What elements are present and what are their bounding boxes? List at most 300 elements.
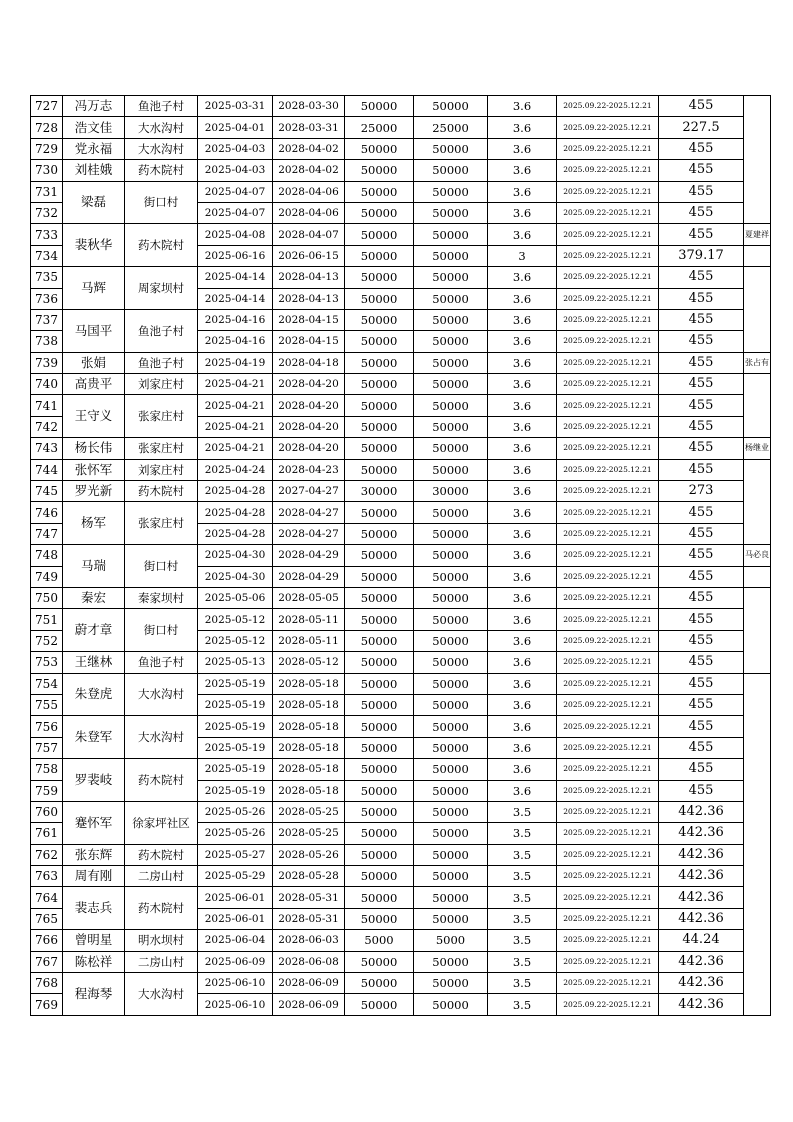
interest-rate: 3.6 (488, 587, 557, 608)
loan-amount: 50000 (345, 224, 414, 245)
interest-rate: 3.6 (488, 502, 557, 523)
loan-amount: 50000 (345, 202, 414, 223)
interest-rate: 3.6 (488, 566, 557, 587)
loan-start-date: 2025-05-19 (198, 694, 273, 715)
table-row (31, 160, 771, 181)
loan-start-date: 2025-06-01 (198, 908, 273, 929)
loan-end-date: 2028-05-18 (273, 694, 345, 715)
row-number: 756 (31, 716, 63, 737)
table-row (31, 609, 771, 630)
village-name: 鱼池子村 (125, 652, 198, 673)
note-cell (744, 96, 771, 224)
interest-period: 2025.09.22-2025.12.21 (557, 908, 659, 929)
loan-end-date: 2028-05-31 (273, 887, 345, 908)
table-row (31, 267, 771, 288)
loan-amount: 50000 (345, 973, 414, 994)
borrower-name: 朱登军 (63, 716, 125, 759)
loan-amount: 50000 (345, 609, 414, 630)
row-number: 731 (31, 181, 63, 202)
village-name: 张家庄村 (125, 438, 198, 459)
village-name: 大水沟村 (125, 117, 198, 138)
interest-rate: 3.5 (488, 908, 557, 929)
loan-balance: 50000 (414, 138, 488, 159)
row-number: 746 (31, 502, 63, 523)
interest-rate: 3.6 (488, 652, 557, 673)
loan-amount: 50000 (345, 844, 414, 865)
table-row (31, 459, 771, 480)
loan-end-date: 2028-04-06 (273, 181, 345, 202)
row-number: 767 (31, 951, 63, 972)
borrower-name: 党永福 (63, 138, 125, 159)
interest-amount: 442.36 (659, 823, 744, 844)
loan-end-date: 2028-04-29 (273, 545, 345, 566)
interest-rate: 3.6 (488, 395, 557, 416)
loan-end-date: 2027-04-27 (273, 481, 345, 502)
loan-amount: 50000 (345, 523, 414, 544)
interest-period: 2025.09.22-2025.12.21 (557, 96, 659, 117)
interest-rate: 3.5 (488, 844, 557, 865)
interest-amount: 455 (659, 694, 744, 715)
table-row (31, 930, 771, 951)
interest-period: 2025.09.22-2025.12.21 (557, 331, 659, 352)
loan-balance: 50000 (414, 395, 488, 416)
interest-period: 2025.09.22-2025.12.21 (557, 887, 659, 908)
borrower-name: 马国平 (63, 309, 125, 352)
table-row (31, 374, 771, 395)
borrower-name: 冯万志 (63, 96, 125, 117)
borrower-name: 朱登虎 (63, 673, 125, 716)
loan-end-date: 2028-04-23 (273, 459, 345, 480)
table-body (31, 96, 771, 1016)
row-number: 752 (31, 630, 63, 651)
village-name: 大水沟村 (125, 973, 198, 1016)
loan-start-date: 2025-04-16 (198, 331, 273, 352)
loan-start-date: 2025-04-21 (198, 438, 273, 459)
loan-balance: 5000 (414, 930, 488, 951)
row-number: 748 (31, 545, 63, 566)
loan-start-date: 2025-04-28 (198, 481, 273, 502)
loan-balance: 50000 (414, 267, 488, 288)
loan-end-date: 2026-06-15 (273, 245, 345, 266)
loan-end-date: 2028-03-31 (273, 117, 345, 138)
loan-balance: 50000 (414, 694, 488, 715)
row-number: 734 (31, 245, 63, 266)
interest-rate: 3.6 (488, 545, 557, 566)
loan-balance: 50000 (414, 545, 488, 566)
loan-start-date: 2025-04-19 (198, 352, 273, 373)
interest-rate: 3.6 (488, 331, 557, 352)
loan-balance: 50000 (414, 566, 488, 587)
village-name: 二房山村 (125, 951, 198, 972)
interest-rate: 3.6 (488, 202, 557, 223)
interest-rate: 3.6 (488, 481, 557, 502)
interest-rate: 3.6 (488, 716, 557, 737)
village-name: 药木院村 (125, 887, 198, 930)
interest-amount: 455 (659, 331, 744, 352)
row-number: 754 (31, 673, 63, 694)
loan-end-date: 2028-05-18 (273, 759, 345, 780)
interest-period: 2025.09.22-2025.12.21 (557, 973, 659, 994)
loan-end-date: 2028-05-05 (273, 587, 345, 608)
interest-amount: 455 (659, 459, 744, 480)
interest-amount: 455 (659, 352, 744, 373)
interest-rate: 3.6 (488, 609, 557, 630)
loan-balance: 50000 (414, 844, 488, 865)
loan-balance: 50000 (414, 374, 488, 395)
interest-rate: 3.6 (488, 224, 557, 245)
row-number: 733 (31, 224, 63, 245)
village-name: 药木院村 (125, 759, 198, 802)
interest-amount: 442.36 (659, 973, 744, 994)
interest-period: 2025.09.22-2025.12.21 (557, 716, 659, 737)
loan-start-date: 2025-04-01 (198, 117, 273, 138)
row-number: 761 (31, 823, 63, 844)
interest-amount: 455 (659, 224, 744, 245)
interest-period: 2025.09.22-2025.12.21 (557, 416, 659, 437)
loan-balance: 25000 (414, 117, 488, 138)
loan-end-date: 2028-04-02 (273, 160, 345, 181)
loan-end-date: 2028-04-20 (273, 395, 345, 416)
village-name: 徐家坪社区 (125, 801, 198, 844)
row-number: 738 (31, 331, 63, 352)
loan-end-date: 2028-04-15 (273, 331, 345, 352)
interest-period: 2025.09.22-2025.12.21 (557, 502, 659, 523)
interest-period: 2025.09.22-2025.12.21 (557, 780, 659, 801)
loan-balance: 50000 (414, 181, 488, 202)
interest-rate: 3.6 (488, 96, 557, 117)
interest-rate: 3.6 (488, 160, 557, 181)
interest-period: 2025.09.22-2025.12.21 (557, 267, 659, 288)
interest-amount: 455 (659, 630, 744, 651)
village-name: 街口村 (125, 609, 198, 652)
loan-end-date: 2028-05-12 (273, 652, 345, 673)
borrower-name: 蹇怀军 (63, 801, 125, 844)
interest-rate: 3.5 (488, 951, 557, 972)
loan-balance: 50000 (414, 523, 488, 544)
loan-amount: 50000 (345, 374, 414, 395)
table-row (31, 652, 771, 673)
row-number: 730 (31, 160, 63, 181)
loan-end-date: 2028-05-26 (273, 844, 345, 865)
village-name: 秦家坝村 (125, 587, 198, 608)
borrower-name: 张怀军 (63, 459, 125, 480)
borrower-name: 张东辉 (63, 844, 125, 865)
table-row (31, 973, 771, 994)
interest-amount: 442.36 (659, 844, 744, 865)
loan-start-date: 2025-03-31 (198, 96, 273, 117)
interest-rate: 3.6 (488, 309, 557, 330)
loan-amount: 50000 (345, 652, 414, 673)
table-row (31, 117, 771, 138)
interest-period: 2025.09.22-2025.12.21 (557, 374, 659, 395)
loan-end-date: 2028-03-30 (273, 96, 345, 117)
loan-start-date: 2025-04-03 (198, 138, 273, 159)
loan-amount: 50000 (345, 502, 414, 523)
table-row (31, 587, 771, 608)
loan-start-date: 2025-06-10 (198, 994, 273, 1015)
loan-balance: 50000 (414, 737, 488, 758)
borrower-name: 王守义 (63, 395, 125, 438)
loan-start-date: 2025-04-21 (198, 374, 273, 395)
loan-balance: 50000 (414, 459, 488, 480)
table-row (31, 673, 771, 694)
loan-balance: 50000 (414, 652, 488, 673)
loan-end-date: 2028-04-20 (273, 374, 345, 395)
loan-start-date: 2025-06-01 (198, 887, 273, 908)
interest-amount: 455 (659, 438, 744, 459)
loan-end-date: 2028-06-08 (273, 951, 345, 972)
loan-balance: 50000 (414, 309, 488, 330)
loan-start-date: 2025-05-12 (198, 609, 273, 630)
loan-end-date: 2028-04-07 (273, 224, 345, 245)
interest-period: 2025.09.22-2025.12.21 (557, 288, 659, 309)
table-row (31, 395, 771, 416)
loan-start-date: 2025-05-26 (198, 801, 273, 822)
interest-amount: 455 (659, 737, 744, 758)
interest-rate: 3.6 (488, 374, 557, 395)
loan-amount: 50000 (345, 908, 414, 929)
interest-period: 2025.09.22-2025.12.21 (557, 181, 659, 202)
interest-rate: 3.6 (488, 352, 557, 373)
borrower-name: 蔚才章 (63, 609, 125, 652)
table-row (31, 502, 771, 523)
interest-rate: 3.6 (488, 694, 557, 715)
interest-rate: 3.5 (488, 973, 557, 994)
loan-start-date: 2025-04-16 (198, 309, 273, 330)
borrower-name: 周有刚 (63, 866, 125, 887)
loan-amount: 50000 (345, 630, 414, 651)
loan-balance: 50000 (414, 438, 488, 459)
interest-period: 2025.09.22-2025.12.21 (557, 994, 659, 1015)
row-number: 745 (31, 481, 63, 502)
loan-amount: 50000 (345, 416, 414, 437)
loan-amount: 25000 (345, 117, 414, 138)
interest-rate: 3.6 (488, 438, 557, 459)
loan-start-date: 2025-05-19 (198, 737, 273, 758)
interest-amount: 442.36 (659, 994, 744, 1015)
loan-amount: 50000 (345, 951, 414, 972)
borrower-name: 裴秋华 (63, 224, 125, 267)
village-name: 大水沟村 (125, 138, 198, 159)
village-name: 二房山村 (125, 866, 198, 887)
borrower-name: 高贵平 (63, 374, 125, 395)
loan-amount: 50000 (345, 267, 414, 288)
interest-rate: 3.6 (488, 138, 557, 159)
table-row (31, 438, 771, 459)
village-name: 张家庄村 (125, 502, 198, 545)
loan-start-date: 2025-04-14 (198, 288, 273, 309)
borrower-name: 程海琴 (63, 973, 125, 1016)
table-row (31, 138, 771, 159)
loan-amount: 50000 (345, 138, 414, 159)
loan-end-date: 2028-05-18 (273, 780, 345, 801)
loan-start-date: 2025-04-30 (198, 545, 273, 566)
loan-amount: 50000 (345, 801, 414, 822)
loan-amount: 50000 (345, 716, 414, 737)
note-cell (744, 245, 771, 266)
loan-balance: 50000 (414, 951, 488, 972)
loan-amount: 50000 (345, 780, 414, 801)
row-number: 763 (31, 866, 63, 887)
loan-balance: 50000 (414, 609, 488, 630)
loan-start-date: 2025-06-04 (198, 930, 273, 951)
loan-end-date: 2028-05-31 (273, 908, 345, 929)
village-name: 鱼池子村 (125, 309, 198, 352)
note-cell: 杨继业 (744, 438, 771, 459)
note-cell: 夏建祥 (744, 224, 771, 245)
loan-balance: 50000 (414, 352, 488, 373)
row-number: 742 (31, 416, 63, 437)
loan-start-date: 2025-04-28 (198, 523, 273, 544)
interest-period: 2025.09.22-2025.12.21 (557, 481, 659, 502)
interest-amount: 455 (659, 545, 744, 566)
interest-amount: 455 (659, 309, 744, 330)
row-number: 744 (31, 459, 63, 480)
loan-amount: 5000 (345, 930, 414, 951)
borrower-name: 张娟 (63, 352, 125, 373)
row-number: 762 (31, 844, 63, 865)
interest-period: 2025.09.22-2025.12.21 (557, 545, 659, 566)
borrower-name: 马瑞 (63, 545, 125, 588)
row-number: 755 (31, 694, 63, 715)
borrower-name: 陈松祥 (63, 951, 125, 972)
interest-amount: 455 (659, 716, 744, 737)
loan-amount: 50000 (345, 288, 414, 309)
village-name: 鱼池子村 (125, 352, 198, 373)
loan-amount: 50000 (345, 759, 414, 780)
row-number: 759 (31, 780, 63, 801)
loan-balance: 50000 (414, 823, 488, 844)
interest-period: 2025.09.22-2025.12.21 (557, 309, 659, 330)
note-cell (744, 267, 771, 353)
loan-end-date: 2028-06-09 (273, 994, 345, 1015)
borrower-name: 浩文佳 (63, 117, 125, 138)
village-name: 药木院村 (125, 481, 198, 502)
interest-amount: 455 (659, 523, 744, 544)
loan-start-date: 2025-06-09 (198, 951, 273, 972)
loan-end-date: 2028-04-02 (273, 138, 345, 159)
loan-start-date: 2025-05-06 (198, 587, 273, 608)
loan-start-date: 2025-04-08 (198, 224, 273, 245)
loan-interest-table (30, 95, 771, 1016)
loan-start-date: 2025-05-13 (198, 652, 273, 673)
loan-amount: 50000 (345, 459, 414, 480)
row-number: 727 (31, 96, 63, 117)
interest-rate: 3.6 (488, 267, 557, 288)
loan-amount: 50000 (345, 887, 414, 908)
loan-end-date: 2028-06-03 (273, 930, 345, 951)
interest-period: 2025.09.22-2025.12.21 (557, 566, 659, 587)
interest-amount: 455 (659, 587, 744, 608)
loan-end-date: 2028-05-11 (273, 630, 345, 651)
interest-period: 2025.09.22-2025.12.21 (557, 630, 659, 651)
interest-period: 2025.09.22-2025.12.21 (557, 117, 659, 138)
loan-balance: 50000 (414, 224, 488, 245)
table-row (31, 545, 771, 566)
interest-rate: 3.6 (488, 416, 557, 437)
loan-start-date: 2025-05-26 (198, 823, 273, 844)
loan-balance: 50000 (414, 416, 488, 437)
loan-start-date: 2025-05-12 (198, 630, 273, 651)
table-row (31, 887, 771, 908)
interest-amount: 442.36 (659, 801, 744, 822)
loan-end-date: 2028-05-28 (273, 866, 345, 887)
loan-end-date: 2028-04-27 (273, 502, 345, 523)
loan-amount: 50000 (345, 673, 414, 694)
borrower-name: 杨长伟 (63, 438, 125, 459)
loan-start-date: 2025-04-28 (198, 502, 273, 523)
loan-amount: 30000 (345, 481, 414, 502)
loan-balance: 50000 (414, 994, 488, 1015)
table-row (31, 181, 771, 202)
loan-balance: 50000 (414, 716, 488, 737)
interest-period: 2025.09.22-2025.12.21 (557, 930, 659, 951)
interest-rate: 3.6 (488, 759, 557, 780)
interest-period: 2025.09.22-2025.12.21 (557, 694, 659, 715)
loan-balance: 50000 (414, 288, 488, 309)
loan-start-date: 2025-05-19 (198, 780, 273, 801)
row-number: 750 (31, 587, 63, 608)
interest-amount: 455 (659, 267, 744, 288)
row-number: 758 (31, 759, 63, 780)
loan-end-date: 2028-04-27 (273, 523, 345, 544)
row-number: 768 (31, 973, 63, 994)
interest-rate: 3.5 (488, 866, 557, 887)
loan-amount: 50000 (345, 181, 414, 202)
village-name: 鱼池子村 (125, 96, 198, 117)
row-number: 753 (31, 652, 63, 673)
interest-rate: 3 (488, 245, 557, 266)
loan-end-date: 2028-04-15 (273, 309, 345, 330)
loan-amount: 50000 (345, 309, 414, 330)
interest-amount: 442.36 (659, 908, 744, 929)
loan-amount: 50000 (345, 395, 414, 416)
village-name: 刘家庄村 (125, 459, 198, 480)
interest-amount: 455 (659, 138, 744, 159)
loan-amount: 50000 (345, 694, 414, 715)
loan-amount: 50000 (345, 737, 414, 758)
interest-amount: 455 (659, 673, 744, 694)
row-number: 736 (31, 288, 63, 309)
village-name: 明水坝村 (125, 930, 198, 951)
loan-start-date: 2025-04-07 (198, 202, 273, 223)
borrower-name: 王继林 (63, 652, 125, 673)
table-row (31, 716, 771, 737)
loan-end-date: 2028-05-11 (273, 609, 345, 630)
interest-amount: 227.5 (659, 117, 744, 138)
table-row (31, 759, 771, 780)
loan-balance: 50000 (414, 759, 488, 780)
interest-amount: 455 (659, 780, 744, 801)
interest-period: 2025.09.22-2025.12.21 (557, 737, 659, 758)
loan-end-date: 2028-04-18 (273, 352, 345, 373)
loan-start-date: 2025-04-21 (198, 416, 273, 437)
borrower-name: 裴志兵 (63, 887, 125, 930)
row-number: 741 (31, 395, 63, 416)
row-number: 751 (31, 609, 63, 630)
interest-period: 2025.09.22-2025.12.21 (557, 587, 659, 608)
row-number: 760 (31, 801, 63, 822)
row-number: 747 (31, 523, 63, 544)
interest-rate: 3.5 (488, 823, 557, 844)
loan-end-date: 2028-05-25 (273, 801, 345, 822)
note-cell (744, 459, 771, 545)
loan-balance: 50000 (414, 160, 488, 181)
table-row (31, 96, 771, 117)
interest-period: 2025.09.22-2025.12.21 (557, 459, 659, 480)
interest-period: 2025.09.22-2025.12.21 (557, 202, 659, 223)
row-number: 728 (31, 117, 63, 138)
